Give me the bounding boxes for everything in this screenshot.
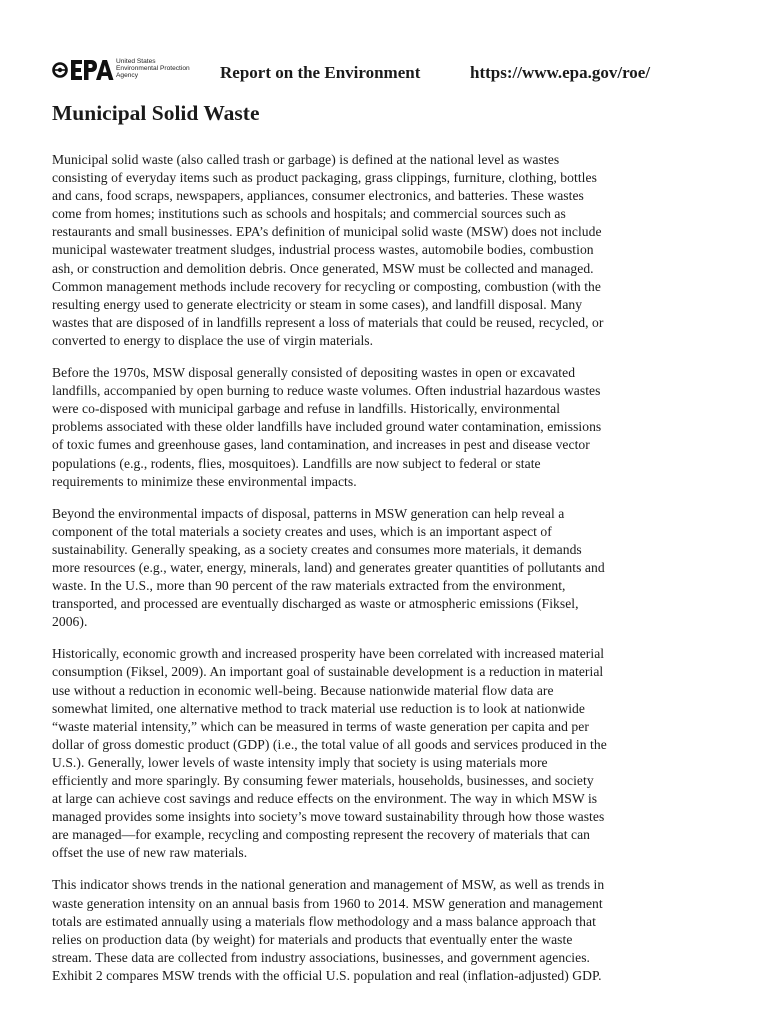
text-line: managed provides some insights into society’s move toward sustainability through how those wastes: [52, 809, 605, 825]
text-line: at large can achieve cost savings and reduce effects on the environment. The way in which MSW is: [52, 791, 598, 807]
text-line: This indicator shows trends in the national generation and management of MSW, as well as trends in: [52, 877, 605, 893]
text-line: dollar of gross domestic product (GDP) (i.e., the total value of all goods and services produced in the: [52, 736, 607, 752]
agency-line-2: Environmental Protection: [116, 65, 190, 73]
text-line: “waste material intensity,” which can be measured in terms of waste generation per capita and per: [52, 718, 589, 734]
agency-name: [116, 58, 236, 80]
report-title: Report on the Environment: [220, 63, 421, 82]
text-line: offset the use of new raw materials.: [52, 845, 248, 861]
text-line: relies on production data (by weight) for materials and products that eventually enter the waste: [52, 931, 573, 947]
text-line: and cans, food scraps, newspapers, appliances, consumer electronics, and batteries. These wastes: [52, 188, 584, 204]
text-line: 2006).: [52, 614, 88, 630]
text-line: waste generation intensity on an annual basis from 1960 to 2014. MSW generation and management: [52, 895, 603, 911]
text-line: sustainability. Generally speaking, as a society creates and consumes more materials, it demands: [52, 541, 582, 557]
text-line: transported, and processed are eventually discharged as waste or atmospheric emissions (Fiksel,: [52, 596, 579, 612]
text-line: were co-disposed with municipal garbage and refuse in landfills. Historically, environmental: [52, 401, 561, 417]
paragraph: [52, 364, 716, 491]
text-line: totals are estimated annually using a materials flow methodology and a mass balance approach that: [52, 913, 596, 929]
text-line: stream. These data are collected from industry associations, businesses, and government agencies.: [52, 949, 590, 965]
text-line: populations (e.g., rodents, flies, mosquitoes). Landfills are now subject to federal or state: [52, 455, 541, 471]
paragraph: [52, 505, 716, 632]
text-line: ash, or construction and demolition debris. Once generated, MSW must be collected and managed.: [52, 260, 594, 276]
text-line: waste. In the U.S., more than 90 percent of the raw materials extracted from the environment,: [52, 578, 566, 594]
text-line: Beyond the environmental impacts of disposal, patterns in MSW generation can help reveal a: [52, 505, 565, 521]
text-line: municipal wastewater treatment sludges, industrial process wastes, automobile bodies, combustion: [52, 242, 594, 258]
text-line: Exhibit 2 compares MSW trends with the official U.S. population and real (inflation-adjusted) GDP.: [52, 967, 602, 983]
paragraph: [52, 645, 716, 862]
report-url[interactable]: https://www.epa.gov/roe/: [470, 63, 651, 82]
paragraph: [52, 876, 716, 985]
text-line: wastes that are disposed of in landfills represent a loss of materials that could be reused, recycled, or: [52, 314, 604, 330]
text-line: Common management methods include recovery for recycling or composting, combustion (with the: [52, 278, 601, 294]
text-line: use without a reduction in economic well-being. Because nationwide material flow data are: [52, 682, 554, 698]
agency-line-1: United States: [116, 58, 156, 65]
text-line: Municipal solid waste (also called trash or garbage) is defined at the national level as wastes: [52, 152, 560, 167]
page-header: [52, 52, 732, 92]
text-line: come from homes; institutions such as schools and hospitals; and commercial sources such as: [52, 206, 566, 222]
body-text: [52, 151, 716, 999]
text-line: Historically, economic growth and increased prosperity have been correlated with increased material: [52, 646, 605, 662]
text-line: of toxic fumes and greenhouse gases, land contamination, and increases in pest and disease vector: [52, 437, 590, 453]
text-line: somewhat limited, one alternative method to track material use reduction is to look at nationwide: [52, 700, 585, 716]
text-line: problems associated with these older landfills have included ground water contamination, emissions: [52, 419, 602, 435]
text-line: are managed—for example, recycling and composting represent the recovery of materials that can: [52, 827, 591, 843]
text-line: requirements to minimize these environmental impacts.: [52, 473, 357, 489]
paragraph: [52, 151, 716, 350]
text-line: consumption (Fiksel, 2009). An important goal of sustainable development is a reduction in material: [52, 664, 604, 680]
text-line: consisting of everyday items such as product packaging, grass clippings, furniture, clothing, bottles: [52, 170, 597, 186]
text-line: U.S.). Generally, lower levels of waste intensity imply that society is using materials more: [52, 754, 548, 770]
page-title: Municipal Solid Waste: [52, 101, 260, 125]
text-line: component of the total materials a society creates and uses, which is an important aspect of: [52, 523, 552, 539]
agency-line-3: Agency: [116, 72, 138, 80]
text-line: more resources (e.g., water, energy, minerals, land) and generates greater quantities of pollutants and: [52, 559, 605, 575]
text-line: restaurants and small businesses. EPA’s definition of municipal solid waste (MSW) does not include: [52, 224, 602, 240]
epa-logo: [52, 55, 114, 85]
text-line: resulting energy used to generate electricity or steam in some cases), and landfill disposal. Many: [52, 296, 583, 312]
text-line: landfills, accompanied by open burning to reduce waste volumes. Often industrial hazardous wastes: [52, 383, 601, 399]
text-line: efficiently and more sparingly. By consuming fewer materials, households, businesses, and society: [52, 773, 594, 788]
text-line: Before the 1970s, MSW disposal generally consisted of depositing wastes in open or excavated: [52, 365, 576, 381]
epa-logo-icon: [52, 55, 114, 85]
text-line: converted to energy to displace the use of virgin materials.: [52, 332, 374, 348]
